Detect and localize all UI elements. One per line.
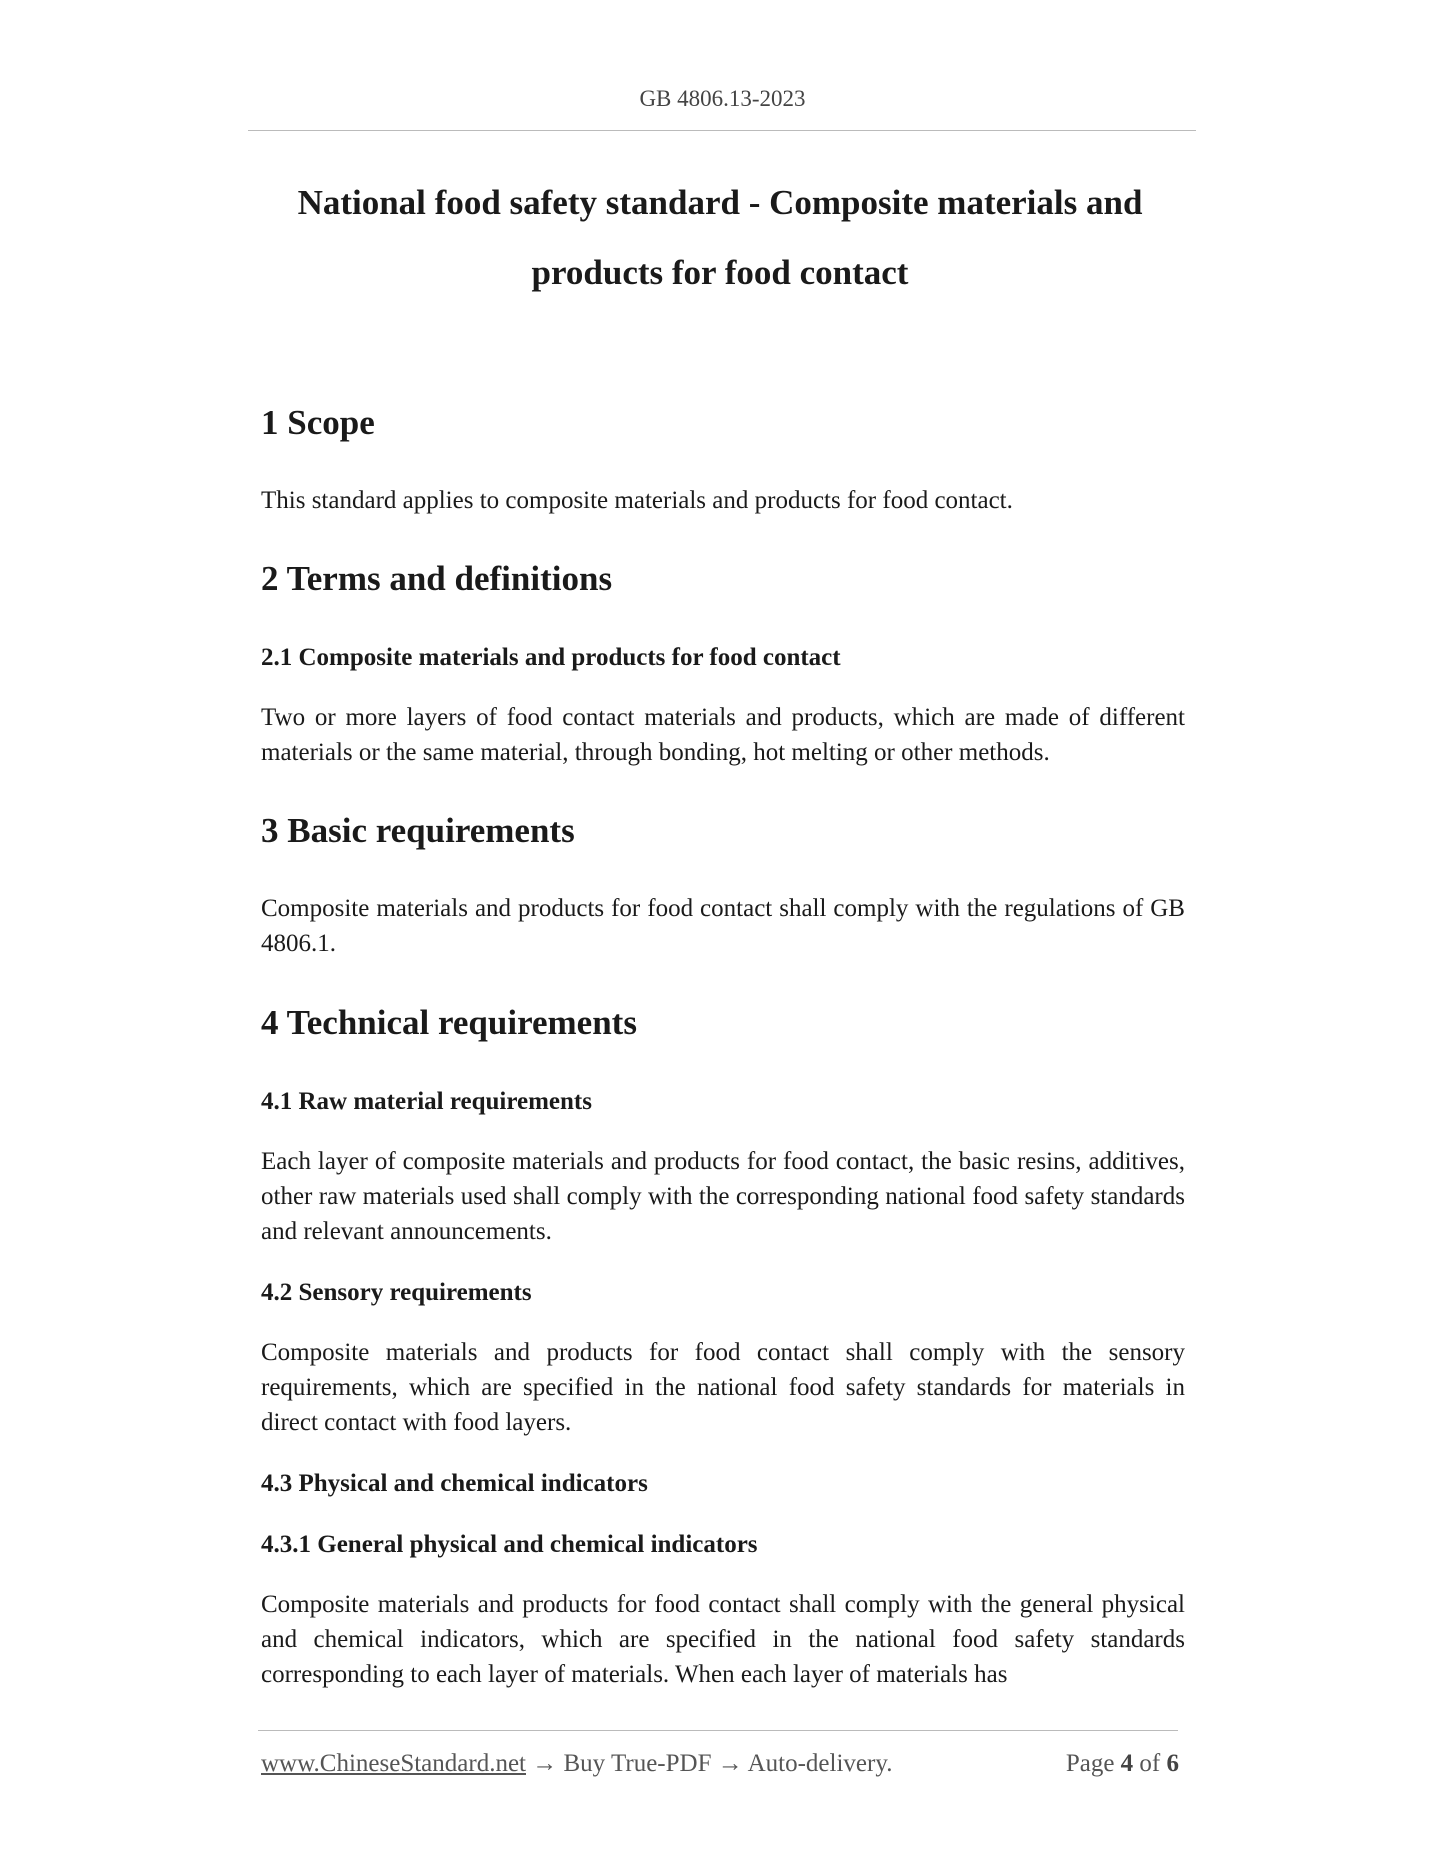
title-line-1: National food safety standard - Composite materials and xyxy=(297,183,1143,222)
arrow-right-icon: → xyxy=(532,1750,558,1777)
section-1-heading: 1 Scope xyxy=(261,403,375,442)
section-2-1-heading: 2.1 Composite materials and products for food contact xyxy=(261,644,841,671)
section-4-1-heading: 4.1 Raw material requirements xyxy=(261,1088,592,1115)
page-of-label: of xyxy=(1139,1750,1161,1777)
page-number xyxy=(1066,1750,1179,1778)
document-header-id: GB 4806.13-2023 xyxy=(639,86,806,111)
section-3-heading: 3 Basic requirements xyxy=(261,811,575,850)
section-4-3-1-heading: 4.3.1 General physical and chemical indicators xyxy=(261,1531,758,1558)
header-divider xyxy=(248,130,1196,131)
total-pages: 6 xyxy=(1166,1750,1179,1777)
section-4-2-heading: 4.2 Sensory requirements xyxy=(261,1279,532,1306)
auto-delivery-text: Auto-delivery. xyxy=(747,1750,893,1777)
website-link[interactable]: www.ChineseStandard.net xyxy=(261,1750,526,1777)
section-1-text: This standard applies to composite materials and products for food contact. xyxy=(261,487,1013,514)
page-footer xyxy=(261,1750,1179,1778)
section-2-heading: 2 Terms and definitions xyxy=(261,559,613,598)
title-line-2: products for food contact xyxy=(531,253,909,292)
section-4-1-text: Each layer of composite materials and products for food contact, the basic resins, additives, other raw materials used shall comply with the corresponding national food safety standards and relevant announcements. xyxy=(261,1148,1185,1245)
section-4-3-1-text: Composite materials and products for food contact shall comply with the general physical and chemical indicators, which are specified in the national food safety standards corresponding to each layer of materials. When each layer of materials has xyxy=(261,1591,1185,1688)
section-4-3-heading: 4.3 Physical and chemical indicators xyxy=(261,1470,648,1497)
current-page: 4 xyxy=(1120,1750,1134,1777)
page-label: Page xyxy=(1065,1750,1115,1777)
section-3-text: Composite materials and products for food contact shall comply with the regulations of GB 4806.1. xyxy=(261,895,1185,957)
footer-divider xyxy=(258,1730,1178,1731)
buy-pdf-text: Buy True-PDF xyxy=(563,1750,712,1777)
document-title xyxy=(260,168,1180,308)
arrow-right-icon: → xyxy=(717,1750,743,1777)
section-4-2-text: Composite materials and products for food contact shall comply with the sensory requirements, which are specified in the national food safety standards for materials in direct contact with food layers. xyxy=(261,1339,1185,1436)
section-2-1-text: Two or more layers of food contact materials and products, which are made of different materials or the same material, through bonding, hot melting or other methods. xyxy=(261,704,1185,766)
section-4-heading: 4 Technical requirements xyxy=(261,1003,637,1042)
